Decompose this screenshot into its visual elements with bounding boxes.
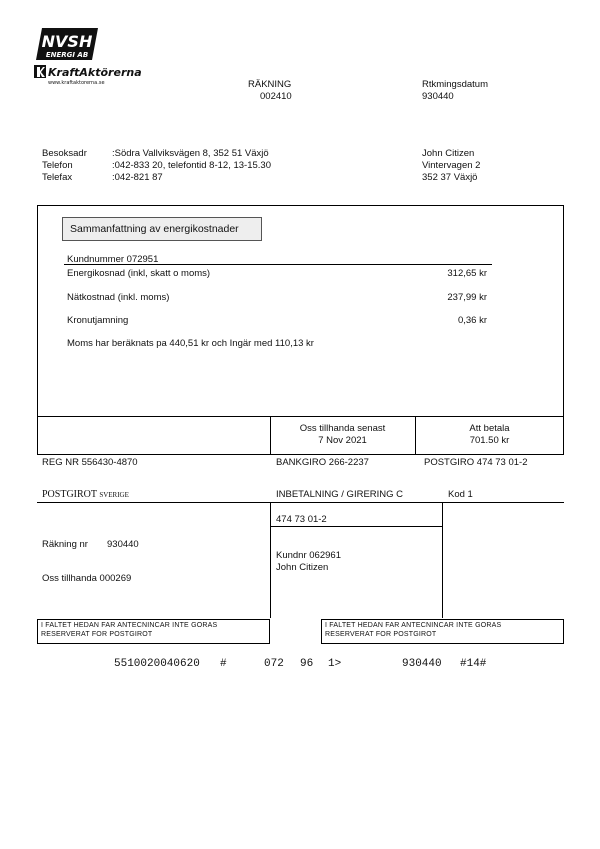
slip-customer-nr: Kundnr 062961	[276, 550, 341, 561]
summary-title: Sammanfattning av energikostnader	[62, 217, 262, 241]
reserved-note-2: RESERVERAT FOR POSTGIROT	[41, 631, 153, 638]
slip-account: 474 73 01-2	[276, 514, 327, 525]
logo-top-text: NVSH	[41, 32, 93, 51]
slip-customer-name: John Citizen	[276, 562, 329, 573]
slip-left-divider	[270, 502, 271, 618]
invoice-nr-value: 930440	[107, 539, 139, 550]
pay-amount: 701.50 kr	[469, 435, 510, 446]
slip-right-divider	[442, 502, 443, 618]
due-date: 7 Nov 2021	[318, 435, 367, 446]
bankgiro: BANKGIRO 266-2237	[276, 457, 369, 468]
ocr-check: 1>	[328, 658, 342, 670]
logo-brand-text: KraftAktörerna	[48, 66, 142, 79]
reserved-field-left	[37, 619, 270, 644]
due-label: Oss tillhanda senast	[299, 423, 386, 434]
date-label: Rtkmingsdatum	[422, 79, 488, 90]
payment-code: Kod 1	[448, 489, 473, 500]
postgirot-name: POSTGIROT	[42, 489, 97, 500]
vat-note: Moms har beräknats pa 440,51 kr och Ingär med 110,13 kr	[67, 338, 314, 349]
ocr-hash: #	[220, 658, 227, 670]
customer-city: 352 37 Växjö	[422, 172, 478, 183]
rounding-label: Kronutjamning	[67, 315, 129, 326]
postgirot-label	[42, 489, 129, 500]
logo-sub-text: ENERGI AB	[45, 51, 89, 59]
rounding-amount: 0,36 kr	[457, 315, 487, 326]
fax-label: Telefax	[42, 172, 73, 183]
nvsh-logo	[36, 26, 98, 62]
due-row-divider	[37, 416, 564, 417]
reg-number: REG NR 556430-4870	[42, 457, 138, 468]
reserved-field-right	[321, 619, 564, 644]
customer-number: Kundnummer 072951	[67, 254, 159, 265]
ocr-reference: 5510020040620	[114, 658, 200, 670]
reserved-note-1: I FALTET HEDAN FAR ANTECNINCAR INTE GORAS	[41, 622, 218, 629]
pay-label: Att betala	[469, 423, 510, 434]
slip-top-line	[37, 502, 564, 503]
network-cost-label: Nätkostnad (inkl. moms)	[67, 292, 170, 303]
slip-due-text: Oss tillhanda 000269	[42, 573, 132, 584]
date-value: 930440	[422, 91, 454, 102]
ocr-end: #14#	[460, 658, 487, 670]
customer-name: John Citizen	[422, 148, 475, 159]
ocr-amount-kr: 072	[264, 658, 284, 670]
reserved-note-3: I FALTET HEDAN FAR ANTECNINCAR INTE GORAS	[325, 622, 502, 629]
postgiro: POSTGIRO 474 73 01-2	[424, 457, 528, 468]
customer-street: Vintervagen 2	[422, 160, 481, 171]
account-underline	[270, 526, 442, 527]
invoice-nr-label: Räkning nr	[42, 539, 88, 550]
energy-cost-amount: 312,65 kr	[447, 268, 487, 279]
network-cost-amount: 237,99 kr	[447, 292, 487, 303]
reserved-note-4: RESERVERAT FOR POSTGIROT	[325, 631, 437, 638]
postgirot-country: SVERIGE	[99, 491, 129, 499]
kraftaktorerna-logo	[34, 64, 149, 86]
ocr-amount-ore: 96	[300, 658, 314, 670]
ocr-invoice: 930440	[402, 658, 442, 670]
visit-address-value: :Södra Vallviksvägen 8, 352 51 Växjö	[112, 148, 269, 159]
summary-divider	[64, 264, 492, 265]
energy-cost-label: Energikosnad (inkl, skatt o moms)	[67, 268, 211, 279]
invoice-number: 002410	[260, 91, 292, 102]
phone-value: :042-833 20, telefontid 8-12, 13-15.30	[112, 160, 271, 171]
payment-label: INBETALNING / GIRERING C	[276, 489, 404, 500]
fax-value: :042-821 87	[112, 172, 163, 183]
summary-box	[37, 205, 564, 455]
visit-address-label: Besoksadr	[42, 148, 87, 159]
invoice-label: RÄKNING	[248, 79, 292, 90]
phone-label: Telefon	[42, 160, 73, 171]
logo-url-text: www.kraftaktorerna.se	[48, 80, 105, 86]
